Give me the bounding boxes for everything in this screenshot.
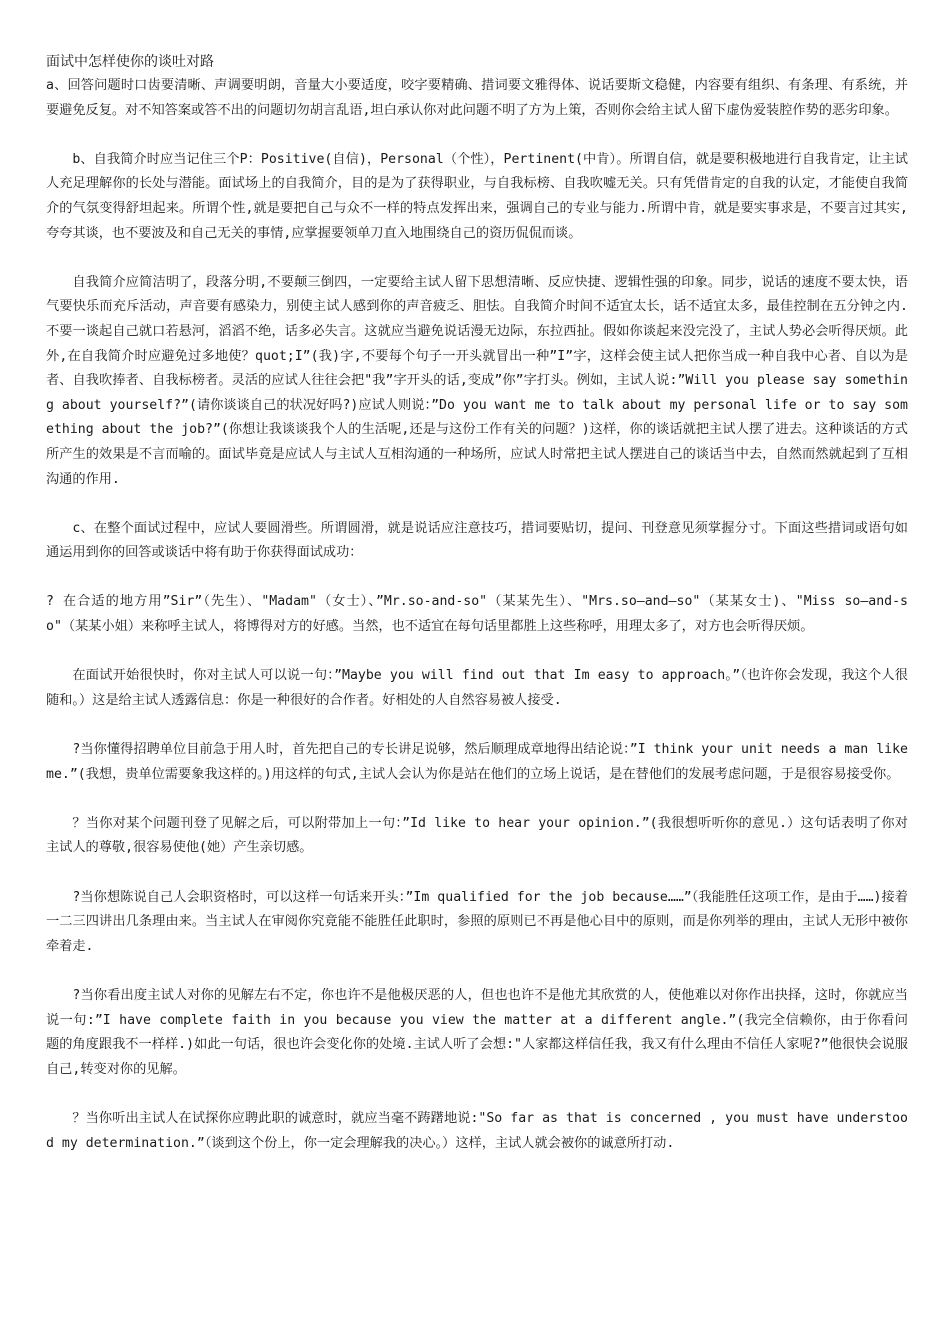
- paragraph-qualified: ?当你想陈说自己人会职资格时，可以这样一句话来开头：”Im qualified for the job because……”（我能胜任这项工作，是由于……)接着一二三四讲出几条理由来。当主试人在审阅你究竟能不能胜任此职时，参照的原则已不再是他心目中的原则，而是你列举的理由，主试人无形中被你牵着走.: [46, 889, 908, 954]
- paragraph-a: a、回答问题时口齿要清晰、声调要明朗，音量大小要适度，咬字要精确、措词要文雅得体、说话要斯文稳健，内容要有组织、有条理、有系统，并要避免反复。对不知答案或答不出的问题切勿胡言乱语,坦白承认你对此问题不明了方为上策，否则你会给主试人留下虚伪爱装腔作势的恶劣印象。: [46, 78, 908, 118]
- paragraph-unit-needs: ?当你懂得招聘单位目前急于用人时，首先把自己的专长讲足说够，然后顺理成章地得出结论说：”I think your unit needs a man like me.”(我想，贵单位需要象我这样的。)用这样的句式,主试人会认为你是站在他们的立场上说话，是在替他们的发展考虑问题，于是很容易接受你。: [46, 742, 908, 782]
- paragraph-determination: ？当你听出主试人在试探你应聘此职的诚意时，就应当毫不踌躇地说:"So far as that is concerned , you must have understood my determination.”（谈到这个份上，你一定会理解我的决心。）这样，主试人就会被你的诚意所打动.: [46, 1110, 908, 1151]
- document-title: 面试中怎样使你的谈吐对路: [46, 54, 214, 70]
- paragraph-easy-to-approach: 在面试开始很快时，你对主试人可以说一句：”Maybe you will find out that Im easy to approach。”（也许你会发现，我这个人很随和。）这是给主试人透露信息：你是一种很好的合作者。好相处的人自然容易被人接受.: [46, 668, 908, 708]
- paragraph-address-terms: ? 在合适的地方用”Sir”（先生）、"Madam"（女士）、”Mr.so-and-so"（某某先生）、"Mrs.so—and—so"（某某女士)、"Miss so—and-so"（某某小姐）来称呼主试人，将博得对方的好感。当然，也不适宜在每句话里都胜上这些称呼，用理太多了，对方也会听得厌烦。: [46, 594, 908, 635]
- paragraph-self-intro: 自我简介应简洁明了，段落分明,不要颠三倒四，一定要给主试人留下思想清晰、反应快捷、逻辑性强的印象。同步，说话的速度不要太快，语气要快乐而充斥活动，声音要有感染力，别使主试人感到你的声音疲乏、胆怯。自我简介时间不适宜太长，话不适宜太多，最佳控制在五分钟之内.不要一谈起自己就口若悬河，滔滔不绝，话多必失言。这就应当避免说话漫无边际，东拉西扯。假如你谈起来没完没了，主试人势必会听得厌烦。此外,在自我简介时应避免过多地使？quot;I”(我)字,不要每个句子一开头就冒出一种”I”字，这样会使主试人把你当成一种自我中心者、自以为是者、自我吹捧者、自我标榜者。灵活的应试人往往会把"我”字开头的话,变成”你”字打头。例如，主试人说:”Will you please say something about yourself?”(请你谈谈自己的状况好吗?)应试人则说：”Do you want me to talk about my personal life or to say something about the job?”(你想让我谈谈我个人的生活呢,还是与这份工作有关的问题？)这样，你的谈话就把主试人摆了进去。这种谈话的方式所产生的效果是不言而喻的。面试毕竟是应试人与主试人互相沟通的一种场所，应试人时常把主试人摆进自己的谈话当中去，自然而然就起到了互相沟通的作用.: [46, 274, 908, 487]
- paragraph-complete-faith: ?当你看出度主试人对你的见解左右不定，你也许不是他极厌恶的人，但也也许不是他尤其欣赏的人，使他难以对你作出抉择，这时，你就应当说一句:”I have complete faith in you because you view the matter at a different angle.”(我完全信赖你，由于你看问题的角度跟我不一样样.)如此一句话，很也许会变化你的处境.主试人听了会想:"人家都这样信任我，我又有什么理由不信任人家呢?”他很快会说服自己,转变对你的见解。: [46, 987, 908, 1077]
- paragraph-your-opinion: ？当你对某个问题刊登了见解之后，可以附带加上一句：”Id like to hear your opinion.”(我很想听听你的意见.）这句话表明了你对主试人的尊敬,很容易使他(她）产生亲切感。: [46, 815, 908, 856]
- paragraph-b: b、自我简介时应当记住三个P：Positive(自信)，Personal（个性），Pertinent(中肯）。所谓自信，就是要积极地进行自我肯定，让主试人充足理解你的长处与潜能。面试场上的自我简介，目的是为了获得职业，与自我标榜、自我吹嘘无关。只有凭借肯定的自我的认定，才能使自我简介的气氛变得舒坦起来。所谓个性,就是要把自己与众不一样的特点发挥出来，强调自己的专业与能力.所谓中肯，就是要实事求是，不要言过其实,夸夸其谈，也不要波及和自己无关的事情,应掌握要领单刀直入地围绕自己的资历侃侃而谈。: [46, 151, 908, 241]
- document-page: [46, 50, 908, 1181]
- paragraph-c: c、在整个面试过程中，应试人要圆滑些。所谓圆滑，就是说话应注意技巧，措词要贴切，提问、刊登意见须掌握分寸。下面这些措词或语句如通运用到你的回答或谈话中将有助于你获得面试成功：: [46, 520, 908, 561]
